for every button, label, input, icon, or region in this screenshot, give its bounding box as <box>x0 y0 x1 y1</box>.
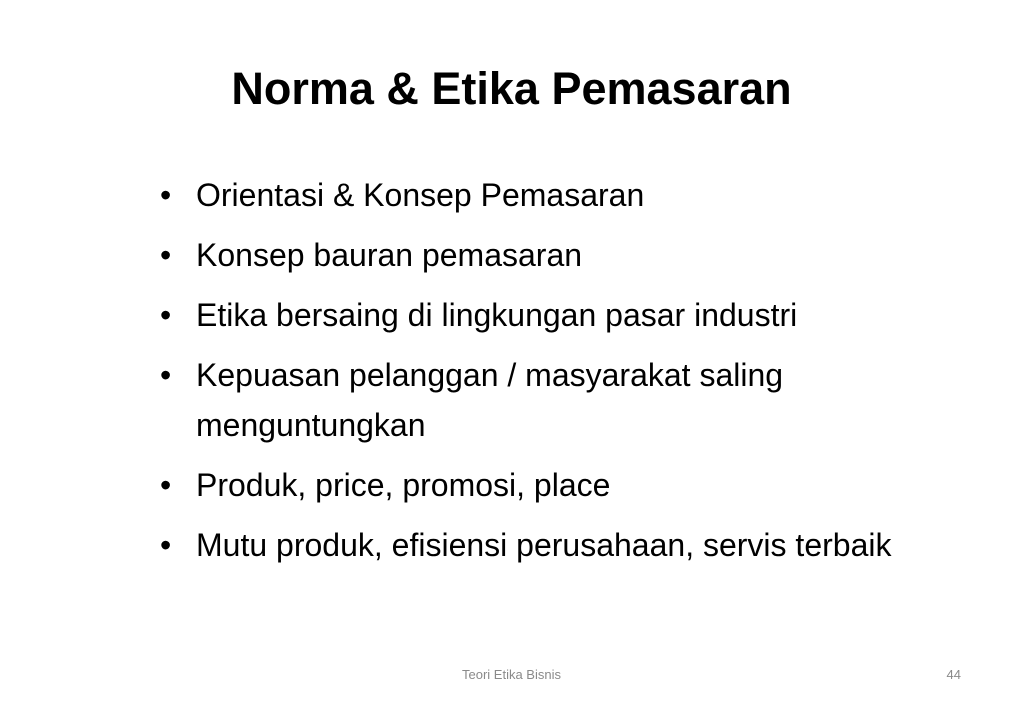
bullet-text: Produk, price, promosi, place <box>196 467 611 503</box>
bullet-icon: • <box>160 357 172 393</box>
page-number: 44 <box>946 667 961 682</box>
bullet-item <box>158 520 928 570</box>
bullet-item <box>158 350 928 450</box>
bullet-item <box>158 170 928 220</box>
bullet-item <box>158 460 928 510</box>
bullet-icon: • <box>160 177 172 213</box>
bullet-text: Konsep bauran pemasaran <box>196 237 583 273</box>
footer-text: Teori Etika Bisnis <box>462 667 561 682</box>
bullet-text: Orientasi & Konsep Pemasaran <box>196 177 645 213</box>
bullet-list <box>158 170 928 580</box>
bullet-text: Mutu produk, efisiensi perusahaan, servis terbaik <box>196 527 892 563</box>
bullet-icon: • <box>160 237 172 273</box>
bullet-text: Etika bersaing di lingkungan pasar industri <box>196 297 798 333</box>
slide-title: Norma & Etika Pemasaran <box>231 63 792 114</box>
bullet-icon: • <box>160 527 172 563</box>
bullet-icon: • <box>160 297 172 333</box>
bullet-text: Kepuasan pelanggan / masyarakat saling menguntungkan <box>196 357 784 443</box>
bullet-icon: • <box>160 467 172 503</box>
bullet-item <box>158 290 928 340</box>
bullet-item <box>158 230 928 280</box>
